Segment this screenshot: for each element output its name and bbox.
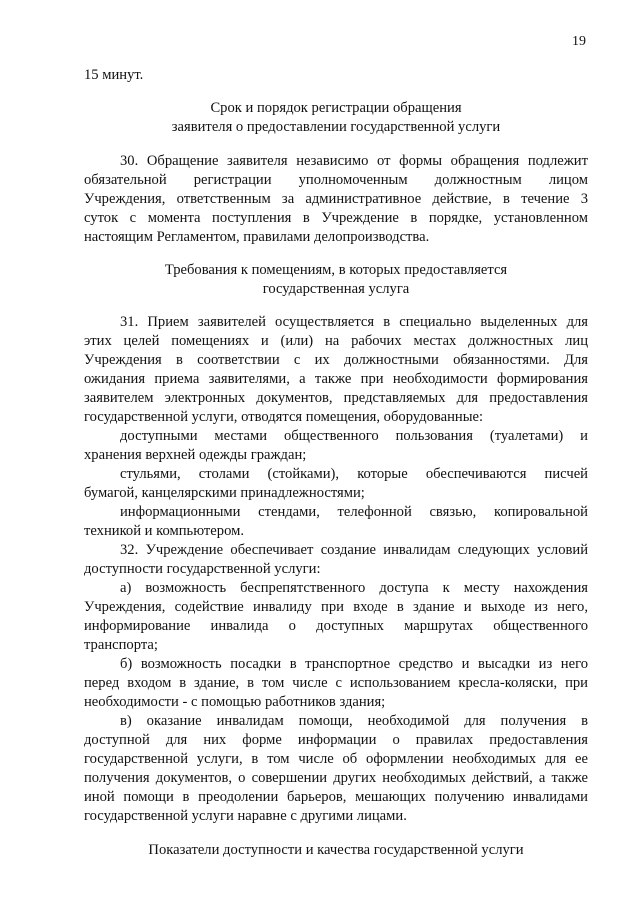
section-heading-line: Требования к помещениям, в которых предоставляется	[164, 262, 508, 278]
paragraph-line: 32. Учреждение обеспечивает создание инвалидам следующих условий	[120, 542, 588, 558]
paragraph-line: суток с момента поступления в Учреждение в порядке, установленном	[84, 210, 588, 226]
paragraph-line: государственной услуги наравне с другими лицами.	[84, 808, 407, 824]
paragraph-line: перед входом в здание, в том числе с использованием кресла-коляски, при	[84, 675, 588, 691]
paragraph-line: Учреждения, ответственным за административное действие, в течение 3	[84, 191, 588, 207]
paragraph-line: этих целей помещениях и (или) на рабочих местах должностных лиц	[84, 333, 588, 349]
paragraph-line: 15 минут.	[84, 67, 144, 83]
paragraph-line: государственной услуги, в том числе об оформлении необходимых для ее	[84, 751, 588, 767]
paragraph-line: Учреждения в соответствии с их должностными обязанностями. Для	[84, 352, 588, 368]
page-number: 19	[572, 34, 586, 49]
paragraph-line: бумагой, канцелярскими принадлежностями;	[84, 485, 365, 501]
paragraph-line: транспорта;	[84, 637, 158, 653]
paragraph-line: информирование инвалида о доступных маршрутах общественного	[84, 618, 588, 634]
paragraph-line: стульями, столами (стойками), которые обеспечиваются писчей	[120, 466, 588, 482]
section-heading-line: государственная услуга	[262, 281, 410, 297]
paragraph-line: Учреждения, содействие инвалиду при входе в здание и выходе из него,	[84, 599, 588, 615]
paragraph-line: государственной услуги, отводятся помещения, оборудованные:	[84, 409, 484, 425]
paragraph-line: хранения верхней одежды граждан;	[84, 447, 307, 463]
paragraph-line: ожидания приема заявителями, а также при необходимости формирования	[84, 371, 588, 387]
paragraph-line: получения документов, о совершении других необходимых действий, а также	[84, 770, 588, 786]
paragraph-line: в) оказание инвалидам помощи, необходимой для получения в	[120, 713, 588, 729]
paragraph-line: доступной для них форме информации о правилах предоставления	[84, 732, 588, 748]
section-heading-line: Показатели доступности и качества государственной услуги	[148, 842, 524, 858]
paragraph-line: иной помощи в преодолении барьеров, мешающих получению инвалидами	[84, 789, 588, 805]
paragraph-line: необходимости - с помощью работников здания;	[84, 694, 386, 710]
paragraph-line: доступными местами общественного пользования (туалетами) и	[120, 428, 588, 444]
paragraph-line: 30. Обращение заявителя независимо от формы обращения подлежит	[120, 153, 588, 169]
paragraph-line: а) возможность беспрепятственного доступа к месту нахождения	[120, 580, 588, 596]
paragraph-line: б) возможность посадки в транспортное средство и высадки из него	[120, 656, 588, 672]
paragraph-line: техникой и компьютером.	[84, 523, 244, 539]
paragraph-line: настоящим Регламентом, правилами делопроизводства.	[84, 229, 430, 245]
section-heading-line: заявителя о предоставлении государственной услуги	[171, 119, 501, 135]
paragraph-line: обязательной регистрации уполномоченным должностным лицом	[84, 172, 588, 188]
paragraph-line: заявителем электронных документов, представляемых для предоставления	[84, 390, 588, 406]
paragraph-line: 31. Прием заявителей осуществляется в специально выделенных для	[120, 314, 588, 330]
paragraph-line: информационными стендами, телефонной связью, копировальной	[120, 504, 588, 520]
paragraph-line: доступности государственной услуги:	[84, 561, 321, 577]
section-heading-line: Срок и порядок регистрации обращения	[210, 100, 462, 116]
